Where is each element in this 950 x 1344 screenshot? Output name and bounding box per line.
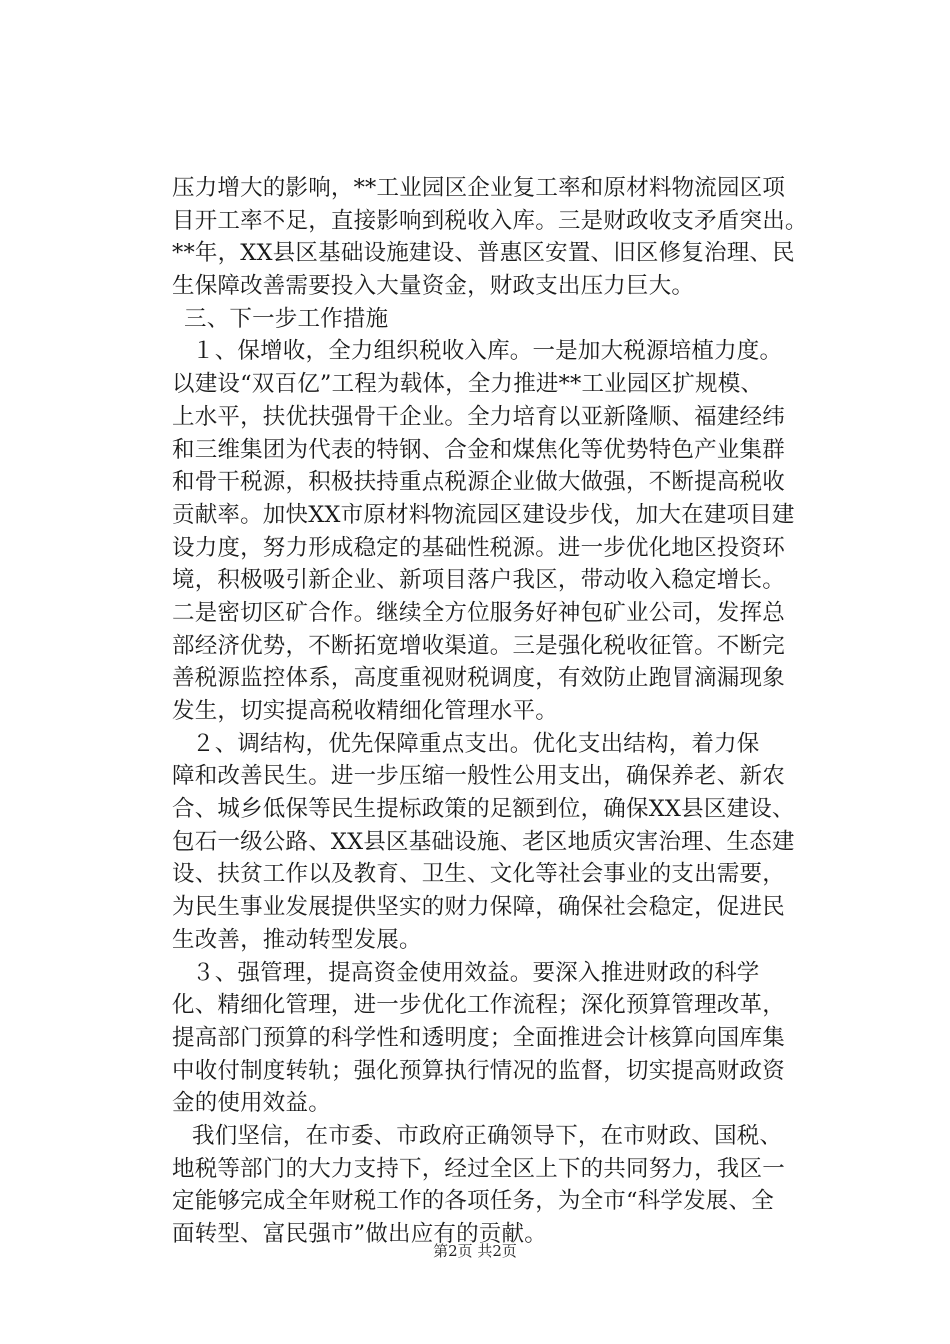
section-heading: 三、下一步工作措施	[184, 305, 389, 332]
text-line: ２、调结构，优先保障重点支出。优化支出结构，着力保	[192, 730, 760, 757]
text-line: 善税源监控体系，高度重视财税调度，有效防止跑冒滴漏现象	[172, 665, 785, 692]
text-line: 压力增大的影响，**工业园区企业复工率和原材料物流园区项	[172, 175, 786, 201]
text-line: 定能够完成全年财税工作的各项任务，为全市“科学发展、全	[172, 1188, 774, 1215]
text-line: 以建设“双百亿”工程为载体，全力推进**工业园区扩规模、	[172, 371, 764, 398]
page-footer: 第2页 共2页	[433, 1242, 517, 1260]
text-line: 上水平，扶优扶强骨干企业。全力培育以亚新隆顺、福建经纬	[172, 403, 785, 430]
text-line: ３、强管理，提高资金使用效益。要深入推进财政的科学	[192, 959, 760, 986]
text-line: 金的使用效益。	[172, 1090, 331, 1117]
text-line: １、保增收，全力组织税收入库。一是加大税源培植力度。	[192, 338, 783, 365]
text-line: 设力度，努力形成稳定的基础性税源。进一步优化地区投资环	[172, 534, 785, 561]
text-line: 面转型、富民强市”做出应有的贡献。	[172, 1221, 547, 1247]
text-line: 地税等部门的大力支持下，经过全区上下的共同努力，我区一	[172, 1155, 785, 1182]
document-body	[172, 172, 862, 1251]
text-line: 设、扶贫工作以及教育、卫生、文化等社会事业的支出需要，	[172, 861, 785, 888]
text-line: 包石一级公路、XX县区基础设施、老区地质灾害治理、生态建	[172, 828, 795, 855]
text-line: 目开工率不足，直接影响到税收入库。三是财政收支矛盾突出。	[172, 207, 808, 234]
text-line: 贡献率。加快XX市原材料物流园区建设步伐，加大在建项目建	[172, 501, 795, 528]
text-line: 和三维集团为代表的特钢、合金和煤焦化等优势特色产业集群	[172, 436, 785, 463]
text-line: 部经济优势，不断拓宽增收渠道。三是强化税收征管。不断完	[172, 632, 785, 659]
text-line: 合、城乡低保等民生提标政策的足额到位，确保XX县区建设、	[172, 796, 795, 823]
text-line: 生保障改善需要投入大量资金，财政支出压力巨大。	[172, 273, 695, 300]
text-line: 中收付制度转轨；强化预算执行情况的监督，切实提高财政资	[172, 1057, 785, 1084]
text-line: **年，XX县区基础设施建设、普惠区安置、旧区修复治理、民	[172, 240, 795, 267]
text-line: 为民生事业发展提供坚实的财力保障，确保社会稳定，促进民	[172, 894, 785, 921]
text-line: 生改善，推动转型发展。	[172, 926, 422, 953]
text-line: 化、精细化管理，进一步优化工作流程；深化预算管理改革，	[172, 992, 785, 1019]
text-line: 我们坚信，在市委、市政府正确领导下，在市财政、国税、	[192, 1122, 783, 1149]
text-line: 和骨干税源，积极扶持重点税源企业做大做强，不断提高税收	[172, 469, 785, 496]
text-line: 境，积极吸引新企业、新项目落户我区，带动收入稳定增长。	[172, 567, 785, 594]
text-line: 障和改善民生。进一步压缩一般性公用支出，确保养老、新农	[172, 763, 785, 790]
text-line: 发生，切实提高税收精细化管理水平。	[172, 698, 558, 724]
text-line: 提高部门预算的科学性和透明度；全面推进会计核算向国库集	[172, 1024, 785, 1051]
text-line: 二是密切区矿合作。继续全方位服务好神包矿业公司，发挥总	[172, 599, 785, 626]
